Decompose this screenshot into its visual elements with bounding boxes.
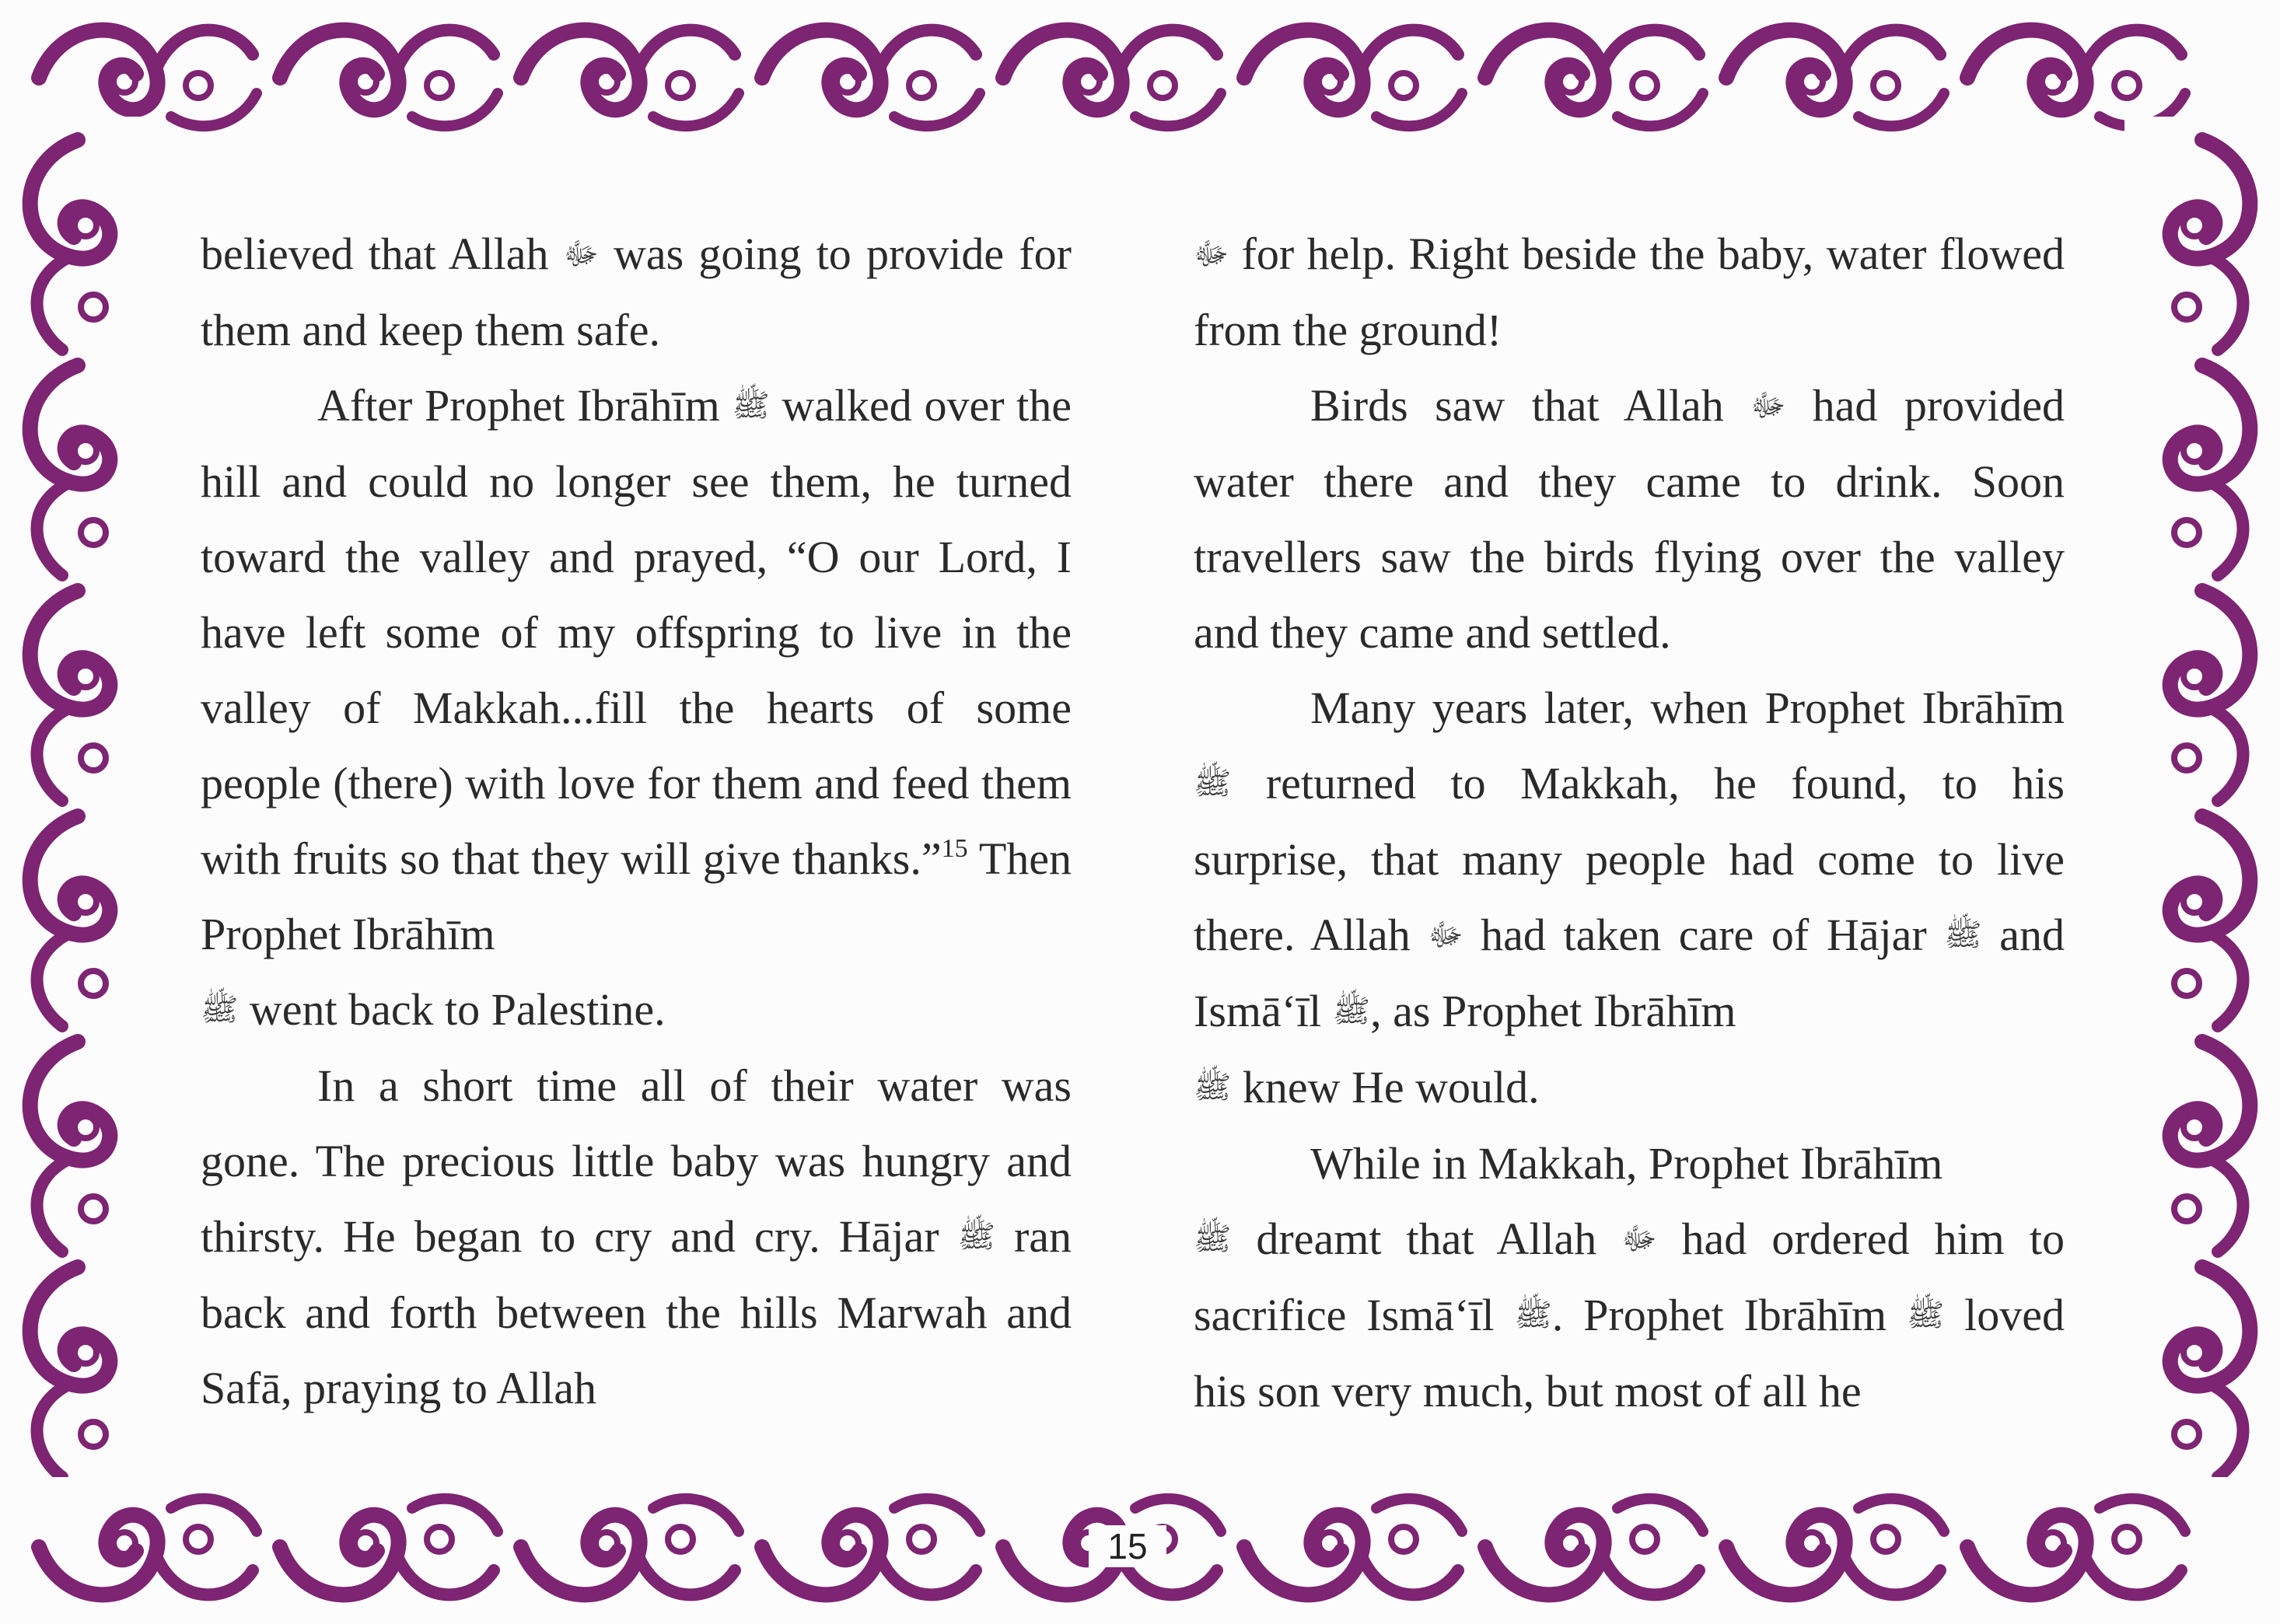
honorific-icon: ﷺ [1906, 1297, 1945, 1333]
ornament-border-right [2124, 117, 2280, 1500]
ornament-border-left [0, 117, 156, 1500]
paragraph [201, 368, 1072, 1048]
ornament-border-top [0, 0, 2280, 155]
honorific-icon: ﷺ [957, 1219, 995, 1255]
text-run: was going to provide for them and keep them safe. [201, 229, 1072, 355]
honorific-icon: ﷺ [1194, 1070, 1232, 1105]
honorific-icon: ﷺ [1944, 917, 1982, 953]
honorific-icon: ﷺ [1514, 1297, 1552, 1333]
text-run: While in Makkah, Prophet Ibrāhīm [1310, 1138, 1943, 1189]
arabesque-scroll-icon [0, 117, 156, 1500]
paragraph [201, 216, 1072, 368]
text-run: After Prophet Ibrāhīm [317, 380, 733, 431]
page-number: 15 [1089, 1525, 1166, 1567]
text-run: and Ismā‘īl [1194, 910, 2065, 1036]
text-run: , as Prophet Ibrāhīm [1370, 986, 1736, 1036]
honorific-icon: ﷻ [1621, 1221, 1657, 1257]
text-run: . Prophet Ibrāhīm [1551, 1290, 1907, 1340]
arabesque-scroll-icon [0, 0, 2280, 155]
honorific-icon: ﷺ [1194, 766, 1232, 802]
text-run: Then Prophet Ibrāhīm [201, 833, 1072, 959]
honorific-icon: ﷺ [201, 992, 239, 1028]
text-run: Birds saw that Allah [1310, 380, 1751, 431]
paragraph [1194, 368, 2065, 670]
text-run: dreamt that Allah [1231, 1214, 1622, 1264]
honorific-icon: ﷺ [732, 388, 770, 424]
honorific-icon: ﷻ [563, 236, 599, 272]
text-run: went back to Palestine. [238, 984, 666, 1035]
text-run: had ordered him to sacrifice Ismā‘īl [1194, 1214, 2065, 1340]
honorific-icon: ﷺ [1194, 1221, 1232, 1257]
text-run: believed that Allah [201, 229, 564, 279]
text-run: loved his son very much, but most of all he [1194, 1290, 2065, 1416]
paragraph [1194, 670, 2065, 1126]
honorific-icon: ﷺ [1332, 994, 1371, 1029]
paragraph [201, 1048, 1072, 1426]
honorific-icon: ﷻ [1428, 917, 1463, 953]
left-text-column [201, 216, 1072, 1426]
text-run: ran back and forth between the hills Marwah and Safā, praying to Allah [201, 1211, 1072, 1413]
text-run: returned to Makkah, he found, to his surprise, that many people had come to live there. Allah [1194, 758, 2065, 960]
text-run: walked over the hill and could no longer see them, he turned toward the valley and prayed, “O our Lord, I have left some of my offspring to live in the valley of Makkah...fill the hearts of some people (there) with love for them and feed them with fruits so that they will give thanks.” [201, 380, 1072, 884]
text-run: for help. Right beside the baby, water flowed from the ground! [1194, 229, 2065, 355]
paragraph [1194, 1126, 2065, 1429]
text-run: In a short time all of their water was gone. The precious little baby was hungry and thirsty. He began to cry and cry. Hājar [201, 1060, 1072, 1262]
honorific-icon: ﷻ [1194, 236, 1229, 272]
text-run: knew He would. [1231, 1062, 1540, 1112]
text-run: had taken care of Hājar [1463, 910, 1945, 960]
text-run: Many years later, when Prophet Ibrāhīm [1310, 683, 2065, 733]
arabesque-scroll-icon [2124, 117, 2280, 1500]
paragraph [1194, 216, 2065, 368]
right-text-column [1194, 216, 2065, 1429]
text-run: had provided water there and they came to drink. Soon travellers saw the birds flying over the valley and they came and settled. [1194, 380, 2065, 658]
honorific-icon: ﷻ [1750, 388, 1786, 424]
footnote-marker: 15 [941, 834, 968, 863]
